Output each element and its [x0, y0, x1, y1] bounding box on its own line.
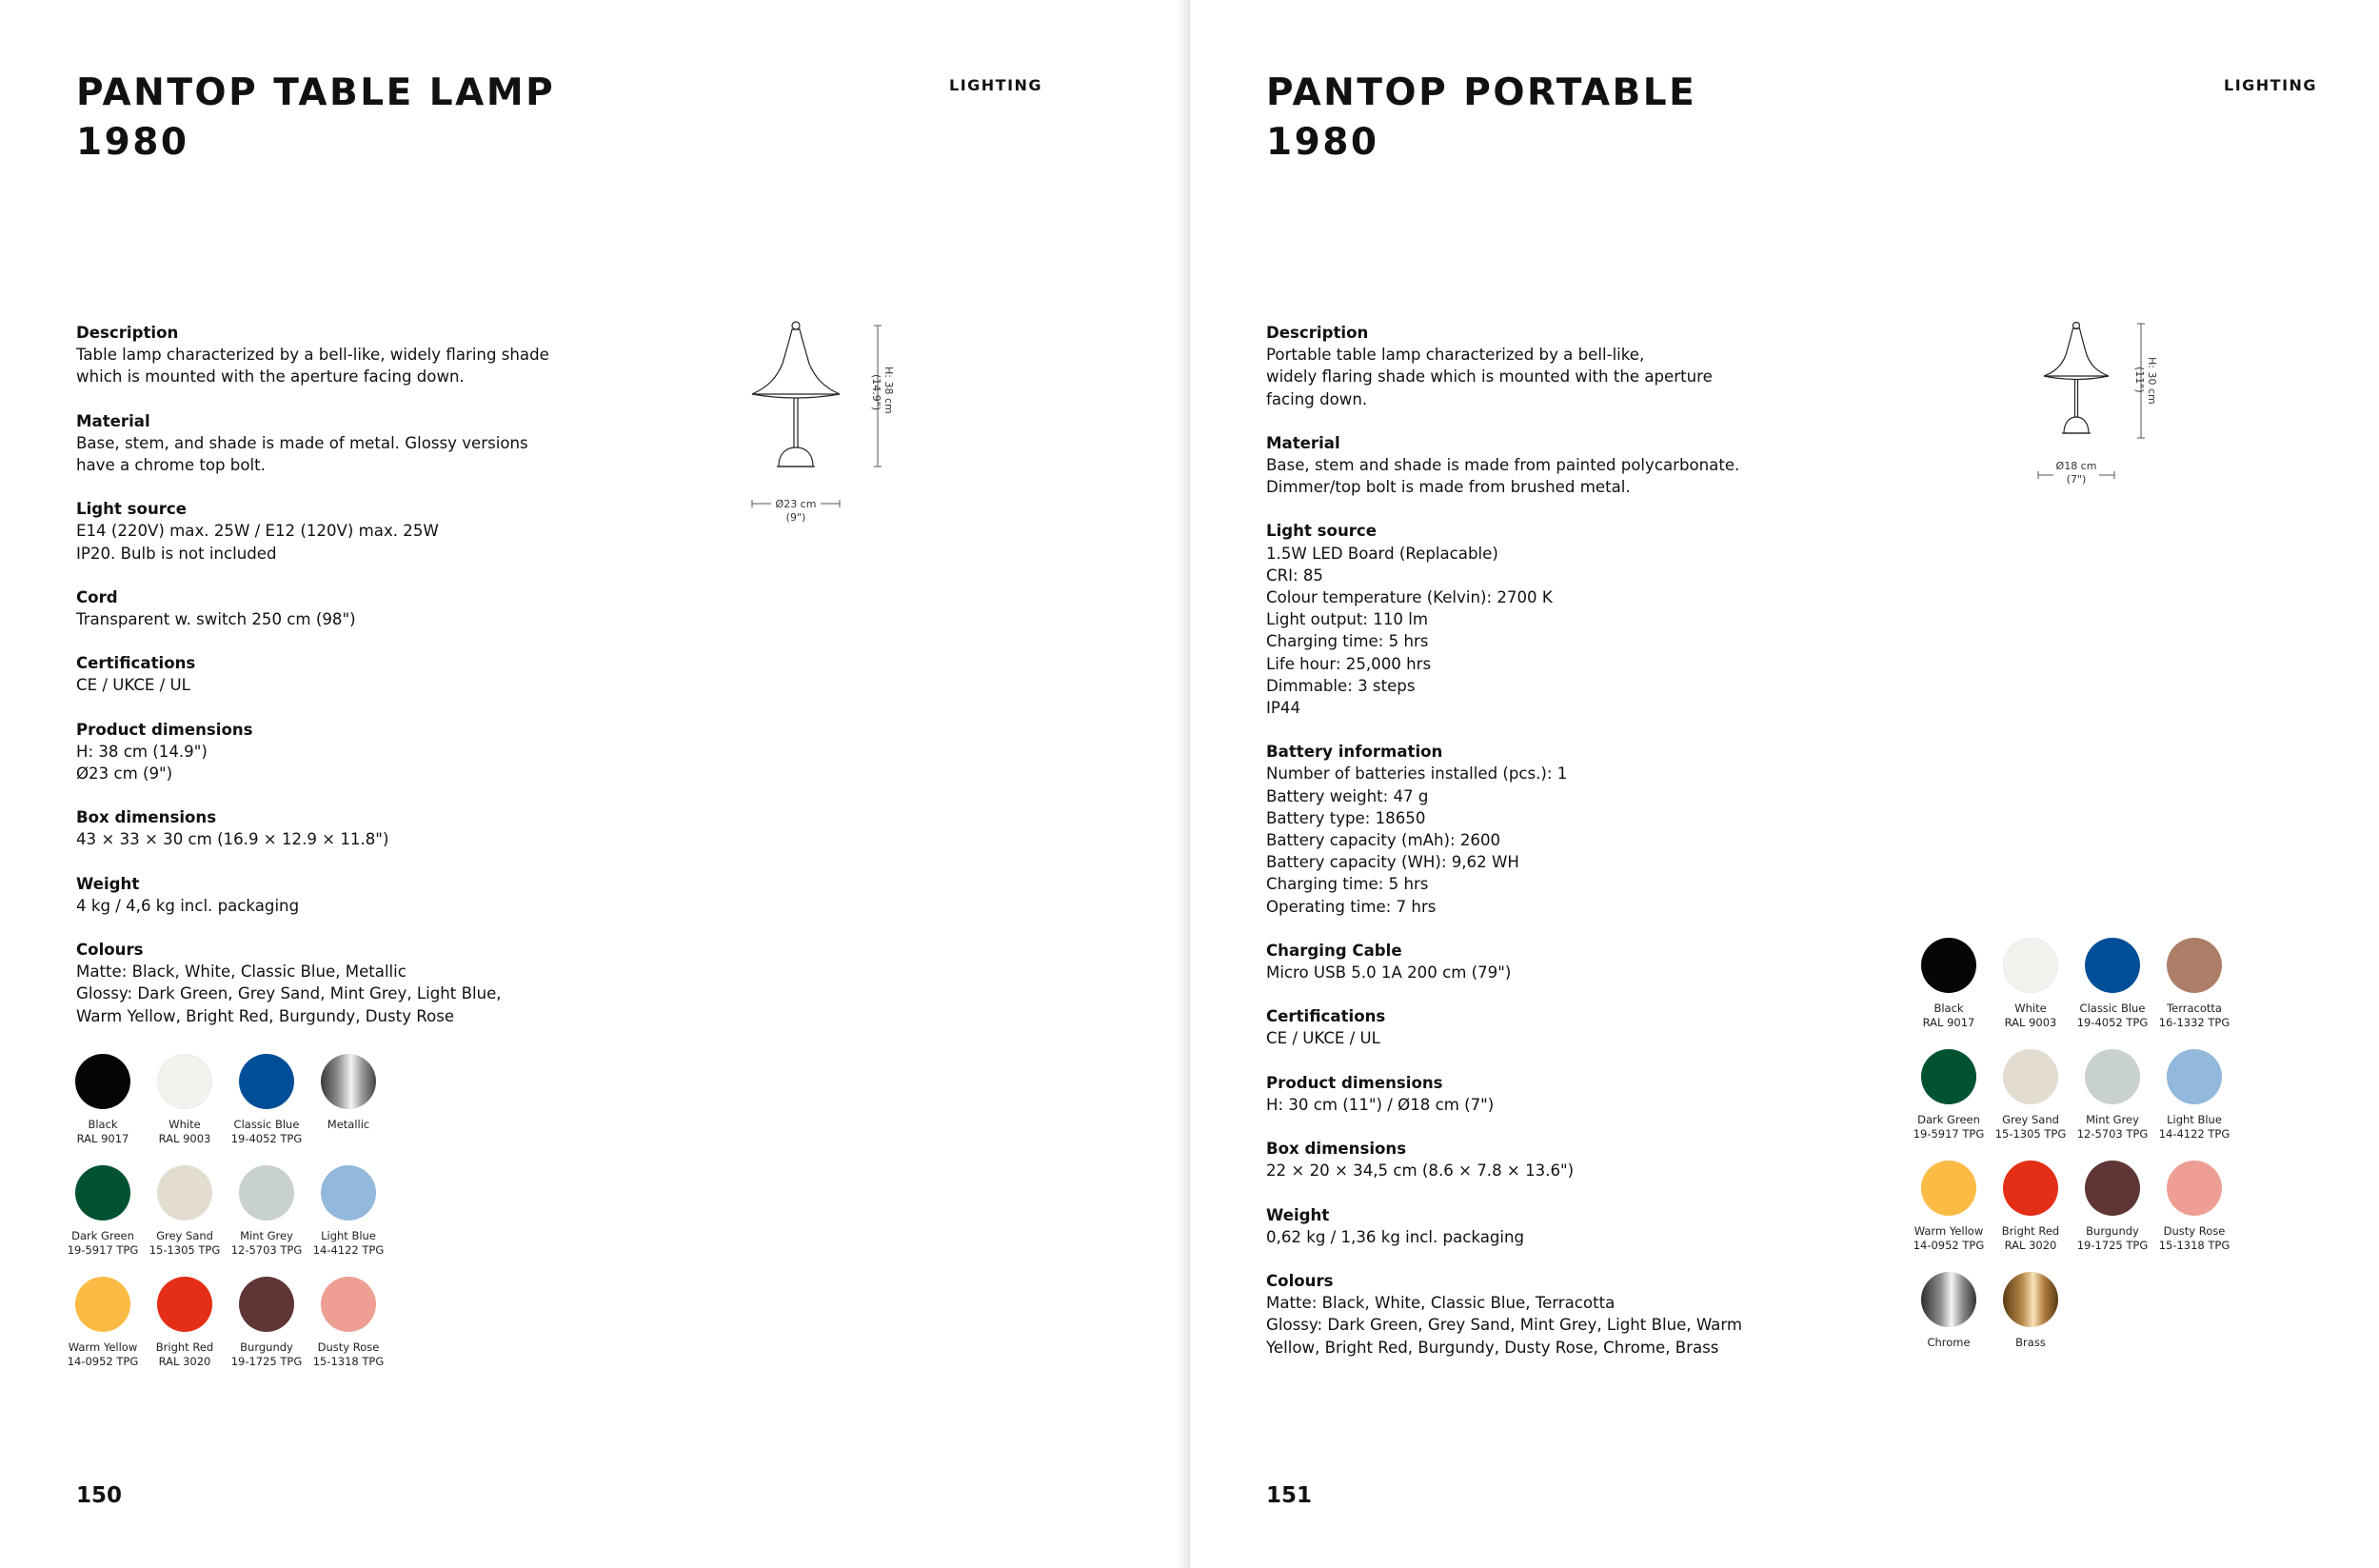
colour-swatch [142, 1165, 228, 1258]
spec-heading: Box dimensions [76, 808, 217, 827]
colour-dot [2167, 1161, 2222, 1216]
height-dimension-inches: (11") [2133, 367, 2146, 393]
page-number: 151 [1266, 1483, 1313, 1508]
colour-name: Dark Green 19-5917 TPG [1913, 1113, 1985, 1141]
spec-light-source [1266, 520, 1799, 719]
colour-swatch [1906, 1272, 1992, 1350]
colour-dot [2003, 1049, 2058, 1104]
spec-value: H: 38 cm (14.9") Ø23 cm (9") [76, 742, 208, 784]
colour-dot [2167, 1049, 2222, 1104]
spec-value: 22 × 20 × 34,5 cm (8.6 × 7.8 × 13.6") [1266, 1161, 1575, 1181]
colour-swatch [2151, 1161, 2237, 1253]
colour-name: White RAL 9003 [2004, 1002, 2057, 1029]
colour-swatch [224, 1165, 309, 1258]
spec-list [1266, 322, 1799, 1380]
colour-name: Grey Sand 15-1305 TPG [149, 1229, 221, 1257]
spec-colours [1266, 1270, 1799, 1359]
spec-list [76, 322, 571, 1049]
spec-value: Base, stem, and shade is made of metal. Glossy versions have a chrome top bolt. [76, 433, 528, 475]
colour-swatch [1988, 1049, 2073, 1141]
spec-value: Number of batteries installed (pcs.): 1 Battery weight: 47 g Battery type: 18650 Battery capacity (mAh): 2600 Battery capacity (WH): 9,62 WH Charging time: 5 hrs Operating time: 7 hrs [1266, 764, 1568, 916]
spec-value: 0,62 kg / 1,36 kg incl. packaging [1266, 1227, 1525, 1246]
spec-colours [76, 939, 571, 1027]
spec-heading: Colours [76, 941, 144, 960]
spec-material [76, 410, 571, 477]
page-number: 150 [76, 1483, 123, 1508]
spec-heading: Charging Cable [1266, 941, 1402, 960]
portable-lamp-diagram [2032, 314, 2166, 495]
spec-weight [1266, 1204, 1799, 1248]
colour-name: Brass [2015, 1336, 2046, 1349]
colour-name: Dark Green 19-5917 TPG [67, 1229, 139, 1257]
colour-name: White RAL 9003 [158, 1118, 211, 1145]
colour-name: Dusty Rose 15-1318 TPG [312, 1340, 385, 1368]
spec-value: Matte: Black, White, Classic Blue, Metallic Glossy: Dark Green, Grey Sand, Mint Grey, Light Blue, Warm Yellow, Bright Red, Burgundy, Dusty Rose [76, 963, 502, 1025]
spec-value: 1.5W LED Board (Replacable) CRI: 85 Colour temperature (Kelvin): 2700 K Light output: 110 lm Charging time: 5 hrs Life hour: 25,000 hrs Dimmable: 3 steps IP44 [1266, 544, 1553, 718]
spec-description [76, 322, 571, 388]
colour-swatch [1906, 1161, 1992, 1253]
spec-certifications [76, 652, 571, 696]
colour-dot [2085, 1049, 2140, 1104]
colour-name: Bright Red RAL 3020 [2001, 1224, 2060, 1252]
colour-dot [2003, 1272, 2058, 1327]
colour-name: Metallic [327, 1118, 370, 1131]
spec-weight [76, 873, 571, 917]
spec-heading: Description [1266, 324, 1369, 342]
spec-heading: Battery information [1266, 743, 1443, 762]
colour-dot [2003, 938, 2058, 993]
spec-value: 43 × 33 × 30 cm (16.9 × 12.9 × 11.8") [76, 830, 389, 849]
colour-dot [2003, 1161, 2058, 1216]
colour-name: Black RAL 9017 [1922, 1002, 1975, 1029]
right-page [1190, 0, 2379, 1568]
spec-heading: Description [76, 324, 179, 342]
colour-name: Classic Blue 19-4052 TPG [230, 1118, 303, 1145]
colour-dot [239, 1277, 294, 1332]
spec-product-dimensions [76, 719, 571, 785]
colour-dot [2167, 938, 2222, 993]
spec-product-dimensions [1266, 1072, 1799, 1116]
colour-swatch [142, 1277, 228, 1369]
spec-battery-information [1266, 741, 1799, 918]
colour-dot [1921, 1272, 1976, 1327]
width-dimension-inches: (7") [2066, 473, 2087, 486]
colour-dot [157, 1277, 212, 1332]
spec-heading: Material [1266, 433, 1340, 452]
colour-dot [75, 1277, 130, 1332]
colour-swatch [1988, 1272, 2073, 1350]
spec-certifications [1266, 1005, 1799, 1049]
colour-dot [1921, 938, 1976, 993]
height-dimension-inches: (14.9") [870, 374, 882, 411]
height-dimension-label: H: 38 cm [882, 367, 895, 414]
spec-value: 4 kg / 4,6 kg incl. packaging [76, 896, 300, 915]
colour-dot [157, 1165, 212, 1221]
colour-name: Mint Grey 12-5703 TPG [230, 1229, 303, 1257]
spec-value: CE / UKCE / UL [1266, 1029, 1380, 1048]
spec-box-dimensions [76, 806, 571, 850]
product-year: 1980 [76, 121, 189, 164]
spec-value: Matte: Black, White, Classic Blue, Terracotta Glossy: Dark Green, Grey Sand, Mint Grey, Light Blue, Warm Yellow, Bright Red, Burgundy, Dusty Rose, Chrome, Brass [1266, 1294, 1743, 1357]
colour-swatch [306, 1165, 391, 1258]
colour-name: Terracotta 16-1332 TPG [2158, 1002, 2230, 1029]
colour-swatch [306, 1277, 391, 1369]
spec-value: Micro USB 5.0 1A 200 cm (79") [1266, 963, 1512, 982]
spec-value: CE / UKCE / UL [76, 676, 190, 695]
spec-value: Base, stem and shade is made from painted polycarbonate. Dimmer/top bolt is made from brushed metal. [1266, 456, 1740, 497]
colour-dot [239, 1165, 294, 1221]
spec-heading: Weight [76, 874, 140, 893]
spec-light-source [76, 498, 571, 565]
spec-heading: Light source [76, 500, 188, 519]
colour-swatch [60, 1277, 146, 1369]
spec-heading: Colours [1266, 1271, 1334, 1290]
colour-swatch [60, 1165, 146, 1258]
colour-swatch [2070, 1161, 2155, 1253]
spec-heading: Certifications [76, 654, 196, 673]
left-page [0, 0, 1189, 1568]
product-name: PANTOP PORTABLE [1266, 71, 1697, 114]
colour-name: Burgundy 19-1725 TPG [230, 1340, 303, 1368]
colour-name: Burgundy 19-1725 TPG [2076, 1224, 2149, 1252]
spec-heading: Product dimensions [1266, 1073, 1443, 1092]
product-title [76, 69, 555, 168]
spec-heading: Weight [1266, 1205, 1330, 1224]
colour-name: Bright Red RAL 3020 [155, 1340, 214, 1368]
colour-swatch [2070, 938, 2155, 1030]
colour-dot [75, 1165, 130, 1221]
height-dimension-label: H: 30 cm [2146, 357, 2158, 405]
colour-dot [239, 1054, 294, 1109]
colour-swatch [224, 1054, 309, 1146]
spec-value: H: 30 cm (11") / Ø18 cm (7") [1266, 1095, 1495, 1114]
colour-dot [75, 1054, 130, 1109]
colour-dot [321, 1054, 376, 1109]
colour-name: Light Blue 14-4122 TPG [312, 1229, 385, 1257]
colour-name: Black RAL 9017 [76, 1118, 129, 1145]
category-label: LIGHTING [949, 76, 1043, 94]
spec-heading: Light source [1266, 522, 1378, 541]
colour-swatch [2070, 1049, 2155, 1141]
spec-charging-cable [1266, 940, 1799, 983]
colour-swatch [2151, 938, 2237, 1030]
colour-dot [321, 1277, 376, 1332]
colour-dot [157, 1054, 212, 1109]
spec-box-dimensions [1266, 1138, 1799, 1181]
width-dimension-label: Ø23 cm [775, 498, 817, 510]
colour-name: Dusty Rose 15-1318 TPG [2158, 1224, 2230, 1252]
spec-value: E14 (220V) max. 25W / E12 (120V) max. 25W IP20. Bulb is not included [76, 522, 439, 563]
colour-name: Warm Yellow 14-0952 TPG [1913, 1224, 1985, 1252]
colour-swatch [2151, 1049, 2237, 1141]
category-label: LIGHTING [2224, 76, 2318, 94]
colour-name: Grey Sand 15-1305 TPG [1994, 1113, 2067, 1141]
spec-value: Portable table lamp characterized by a bell-like, widely flaring shade which is mounted with the aperture facing down. [1266, 346, 1713, 408]
colour-name: Mint Grey 12-5703 TPG [2076, 1113, 2149, 1141]
colour-dot [2085, 938, 2140, 993]
colour-dot [1921, 1161, 1976, 1216]
colour-dot [321, 1165, 376, 1221]
colour-name: Classic Blue 19-4052 TPG [2076, 1002, 2149, 1029]
width-dimension-label: Ø18 cm [2055, 460, 2097, 472]
spec-heading: Product dimensions [76, 720, 253, 739]
colour-name: Chrome [1927, 1336, 1971, 1349]
spec-cord [76, 586, 571, 630]
spec-heading: Box dimensions [1266, 1140, 1407, 1159]
colour-swatch [306, 1054, 391, 1132]
colour-swatch [1906, 938, 1992, 1030]
product-title [1266, 69, 1696, 168]
product-year: 1980 [1266, 121, 1379, 164]
table-lamp-diagram [743, 314, 914, 528]
spec-description [1266, 322, 1799, 410]
colour-swatch [1906, 1049, 1992, 1141]
colour-name: Light Blue 14-4122 TPG [2158, 1113, 2230, 1141]
colour-dot [2085, 1161, 2140, 1216]
spec-value: Transparent w. switch 250 cm (98") [76, 610, 356, 629]
spec-material [1266, 432, 1799, 499]
colour-swatch [1988, 1161, 2073, 1253]
spec-value: Table lamp characterized by a bell-like, widely flaring shade which is mounted with the aperture facing down. [76, 346, 549, 387]
spec-heading: Cord [76, 587, 118, 606]
colour-dot [1921, 1049, 1976, 1104]
width-dimension-inches: (9") [785, 511, 806, 524]
spec-heading: Certifications [1266, 1007, 1386, 1026]
spec-heading: Material [76, 411, 150, 430]
product-name: PANTOP TABLE LAMP [76, 71, 556, 114]
colour-swatch [224, 1277, 309, 1369]
colour-swatch [1988, 938, 2073, 1030]
colour-swatch [142, 1054, 228, 1146]
colour-swatch [60, 1054, 146, 1146]
colour-name: Warm Yellow 14-0952 TPG [67, 1340, 139, 1368]
